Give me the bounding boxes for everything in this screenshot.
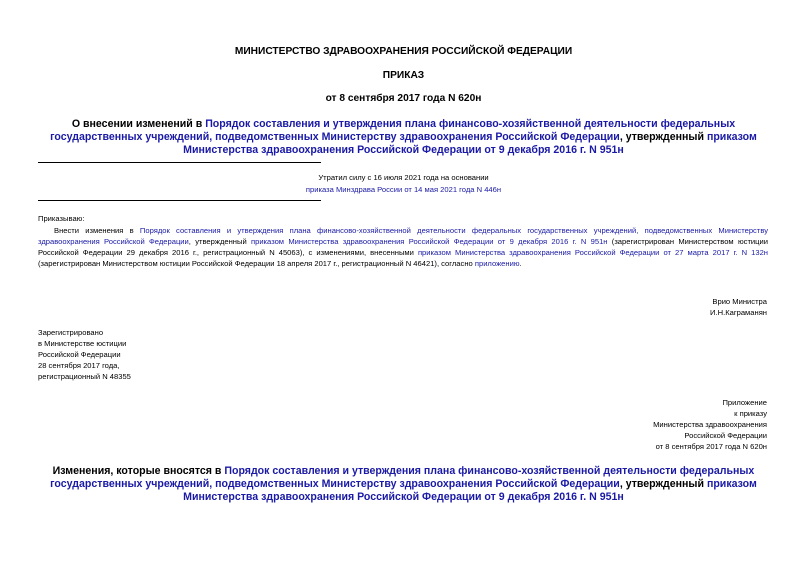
para-mid2: (зарегистрирован Министерством юстиции Российской Федерации 29 декабря 2016 г., регистрационный N 45063), с изменениями, внесенными [38, 237, 768, 257]
para-start: Внести изменения в [54, 226, 140, 235]
registration-line: в Министерстве юстиции [38, 339, 127, 348]
appendix-title-prefix: Изменения, которые вносятся в [52, 465, 225, 477]
registration-line: регистрационный N 48355 [38, 372, 131, 381]
appendix-line: Российской Федерации [684, 431, 767, 440]
title-middle: , утвержденный [619, 131, 707, 143]
appendix-line: Приложение [722, 398, 767, 407]
divider-top [38, 162, 321, 163]
para-link-appendix[interactable]: приложению [474, 259, 520, 268]
para-mid3: (зарегистрирован Министерством юстиции Российской Федерации 18 апреля 2017 г., регистрационный N 46421), согласно [38, 259, 475, 268]
appendix-line: к приказу [734, 409, 767, 418]
registration-line: 28 сентября 2017 года, [38, 361, 120, 370]
para-mid1: , утвержденный [188, 237, 251, 246]
registration-line: Зарегистрировано [38, 328, 104, 337]
status-link-line [0, 184, 807, 195]
para-link-procedure[interactable]: Порядок составления и утверждения плана финансово-хозяйственной деятельности федеральных государственных учреждений, подведомственных Министерству здравоохранения Российской Федерации [38, 226, 768, 246]
order-paragraph [38, 225, 768, 269]
document-title [30, 118, 777, 157]
appendix-line: от 8 сентября 2017 года N 620н [655, 442, 767, 451]
signature-position: Врио Министра [712, 297, 767, 306]
status-link-order-446n[interactable]: приказа Минздрава России от 14 мая 2021 года N 446н [305, 185, 502, 194]
title-prefix: О внесении изменений в [71, 118, 206, 130]
ministry-heading: МИНИСТЕРСТВО ЗДРАВООХРАНЕНИЯ РОССИЙСКОЙ ФЕДЕРАЦИИ [234, 46, 573, 57]
appendix-line: Министерства здравоохранения [653, 420, 767, 429]
signature-block [710, 296, 767, 318]
doc-date-heading: от 8 сентября 2017 года N 620н [325, 93, 482, 104]
registration-line: Российской Федерации [38, 350, 121, 359]
divider-bottom [38, 200, 321, 201]
status-line: Утратил силу с 16 июля 2021 года на основании [318, 173, 489, 182]
registration-block [38, 327, 131, 382]
doc-type-heading: ПРИКАЗ [382, 70, 425, 81]
title-link-procedure[interactable]: Порядок составления и утверждения плана финансово-хозяйственной деятельности федеральных государственных учреждений, подведомственных Министерству здравоохранения Российской Федерации [50, 118, 736, 143]
appendix-title [30, 465, 777, 504]
appendix-title-link-order-951n[interactable]: приказом Министерства здравоохранения Российской Федерации от 9 декабря 2016 г. N 951н [183, 478, 757, 503]
para-link-order-951n[interactable]: приказом Министерства здравоохранения Российской Федерации от 9 декабря 2016 г. N 951н [250, 237, 608, 246]
title-link-order-951n[interactable]: приказом Министерства здравоохранения Российской Федерации от 9 декабря 2016 г. N 951н [183, 131, 757, 156]
para-end: . [519, 259, 522, 268]
appendix-title-middle: , утвержденный [619, 478, 707, 490]
appendix-title-link-procedure[interactable]: Порядок составления и утверждения плана финансово-хозяйственной деятельности федеральных государственных учреждений, подведомственных Министерству здравоохранения Российской Федерации [50, 465, 755, 490]
signature-name: И.Н.Каграманян [710, 308, 767, 317]
appendix-block [653, 397, 767, 452]
order-word: Приказываю: [38, 214, 85, 223]
para-link-order-132n[interactable]: приказом Министерства здравоохранения Российской Федерации от 27 марта 2017 г. N 132н [417, 248, 768, 257]
